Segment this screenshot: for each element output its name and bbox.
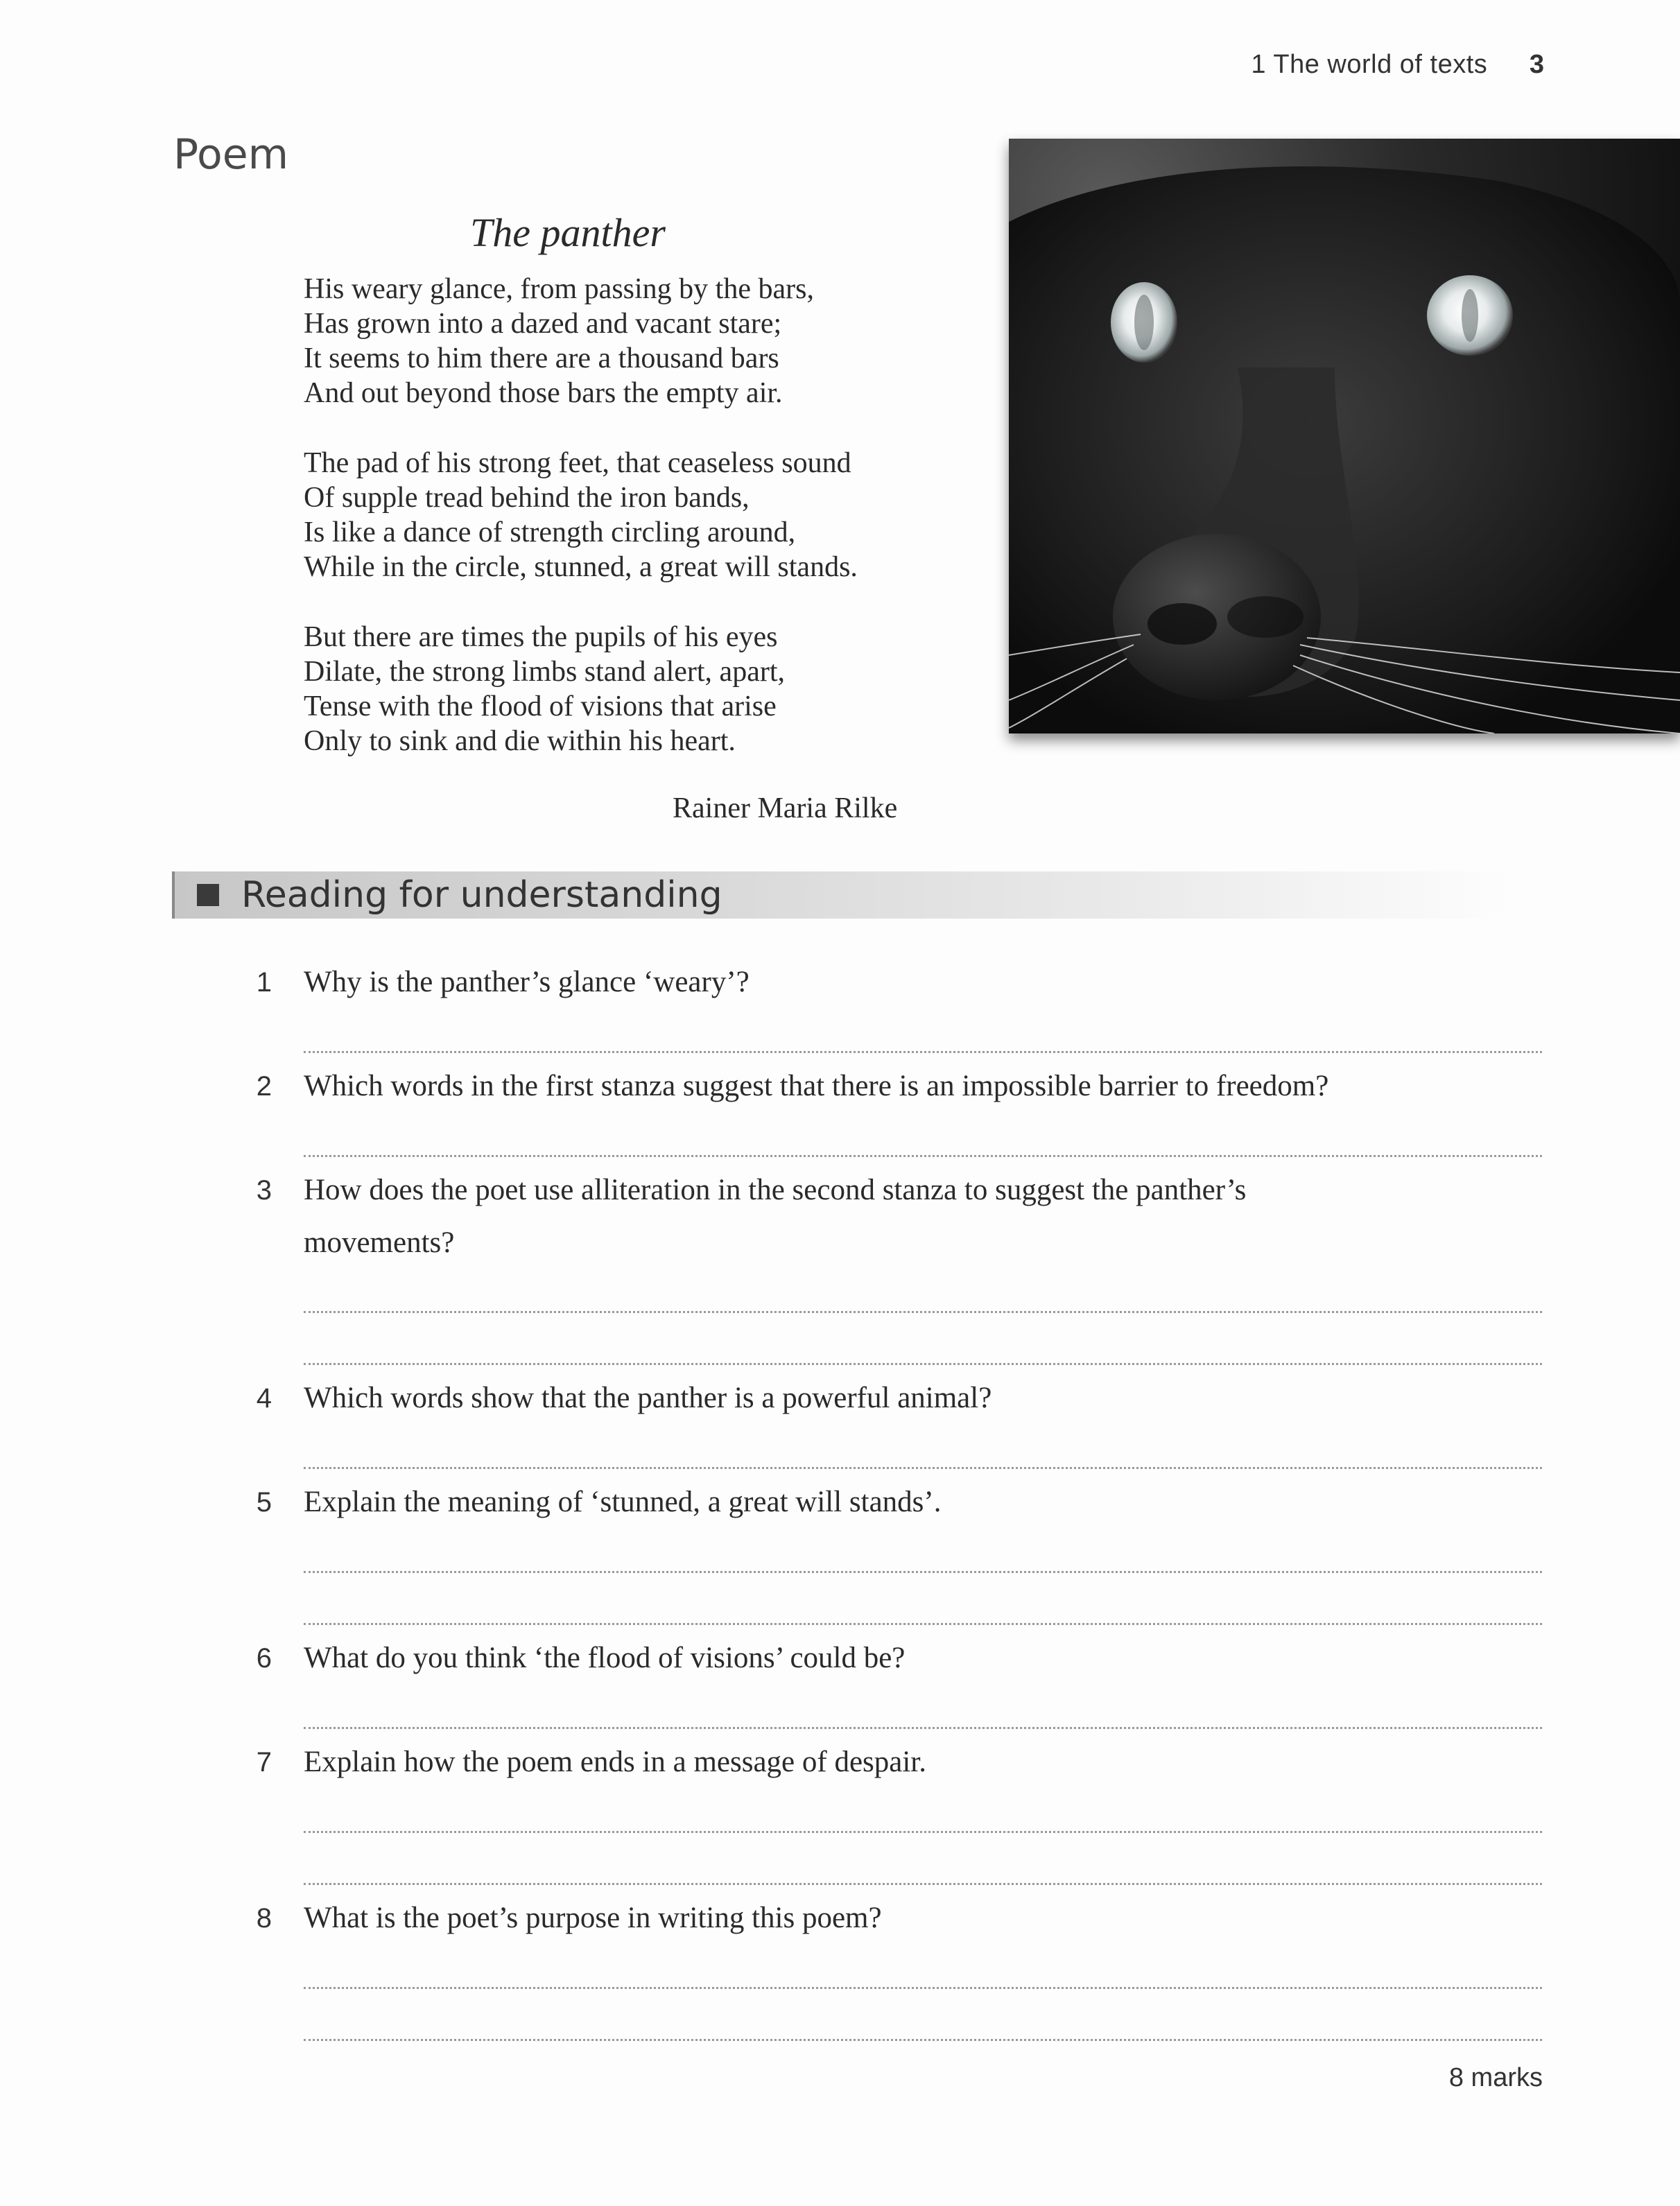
poem-line: Has grown into a dazed and vacant stare; [304, 308, 782, 340]
answer-line[interactable] [304, 1831, 1542, 1833]
section-heading: Reading for understanding [241, 874, 722, 916]
question-text: How does the poet use alliteration in the second stanza to suggest the panther’s [304, 1174, 1247, 1206]
section-heading-bar [172, 871, 1513, 919]
question-text: Which words show that the panther is a powerful animal? [304, 1382, 992, 1414]
bullet-square-icon [197, 884, 219, 906]
poem-author: Rainer Maria Rilke [673, 792, 898, 824]
answer-line[interactable] [304, 1051, 1542, 1053]
question-text: What do you think ‘the flood of visions’ could be? [304, 1642, 906, 1674]
poem-line: While in the circle, stunned, a great will stands. [304, 551, 858, 583]
marks-total: 8 marks [1448, 2063, 1543, 2092]
poem-line: The pad of his strong feet, that ceaseless sound [304, 447, 851, 479]
question-number: 1 [256, 967, 272, 998]
question-text-continued: movements? [304, 1226, 455, 1259]
question-number: 3 [256, 1175, 272, 1206]
section-label: Poem [173, 130, 289, 179]
poem-line: His weary glance, from passing by the bars, [304, 273, 814, 305]
answer-line[interactable] [304, 1883, 1542, 1885]
question-number: 8 [256, 1903, 272, 1934]
poem-line: Dilate, the strong limbs stand alert, apart, [304, 656, 785, 688]
answer-line[interactable] [304, 1311, 1542, 1313]
question-text: Explain the meaning of ‘stunned, a great will stands’. [304, 1486, 942, 1518]
question-number: 2 [256, 1071, 272, 1102]
question-text: What is the poet’s purpose in writing this poem? [304, 1902, 882, 1934]
answer-line[interactable] [304, 1155, 1542, 1157]
answer-line[interactable] [304, 1571, 1542, 1573]
poem-title: The panther [470, 210, 666, 255]
question-text: Explain how the poem ends in a message of despair. [304, 1746, 927, 1778]
stanza-3 [304, 620, 785, 758]
answer-line[interactable] [304, 1623, 1542, 1625]
question-number: 4 [256, 1383, 272, 1414]
poem-line: But there are times the pupils of his eyes [304, 621, 778, 653]
stanza-1 [304, 272, 814, 410]
page-number: 3 [1529, 50, 1544, 79]
poem-line: Only to sink and die within his heart. [304, 725, 736, 757]
question-number: 5 [256, 1487, 272, 1518]
question-number: 7 [256, 1747, 272, 1778]
chapter-title: 1 The world of texts [1251, 50, 1488, 79]
panther-photo [1009, 139, 1680, 733]
poem-line: It seems to him there are a thousand bars [304, 342, 779, 374]
poem-line: Tense with the flood of visions that arise [304, 691, 777, 722]
question-text: Which words in the first stanza suggest that there is an impossible barrier to freedom? [304, 1070, 1329, 1102]
answer-line[interactable] [304, 1363, 1542, 1365]
poem-line: Is like a dance of strength circling around, [304, 516, 796, 548]
question-text: Why is the panther’s glance ‘weary’? [304, 966, 750, 998]
poem-line: Of supple tread behind the iron bands, [304, 482, 750, 514]
answer-line[interactable] [304, 2039, 1542, 2041]
stanza-2 [304, 446, 858, 584]
answer-line[interactable] [304, 1467, 1542, 1469]
poem-line: And out beyond those bars the empty air. [304, 377, 783, 409]
answer-line[interactable] [304, 1987, 1542, 1989]
running-header [1251, 50, 1544, 80]
question-number: 6 [256, 1643, 272, 1674]
answer-line[interactable] [304, 1727, 1542, 1729]
